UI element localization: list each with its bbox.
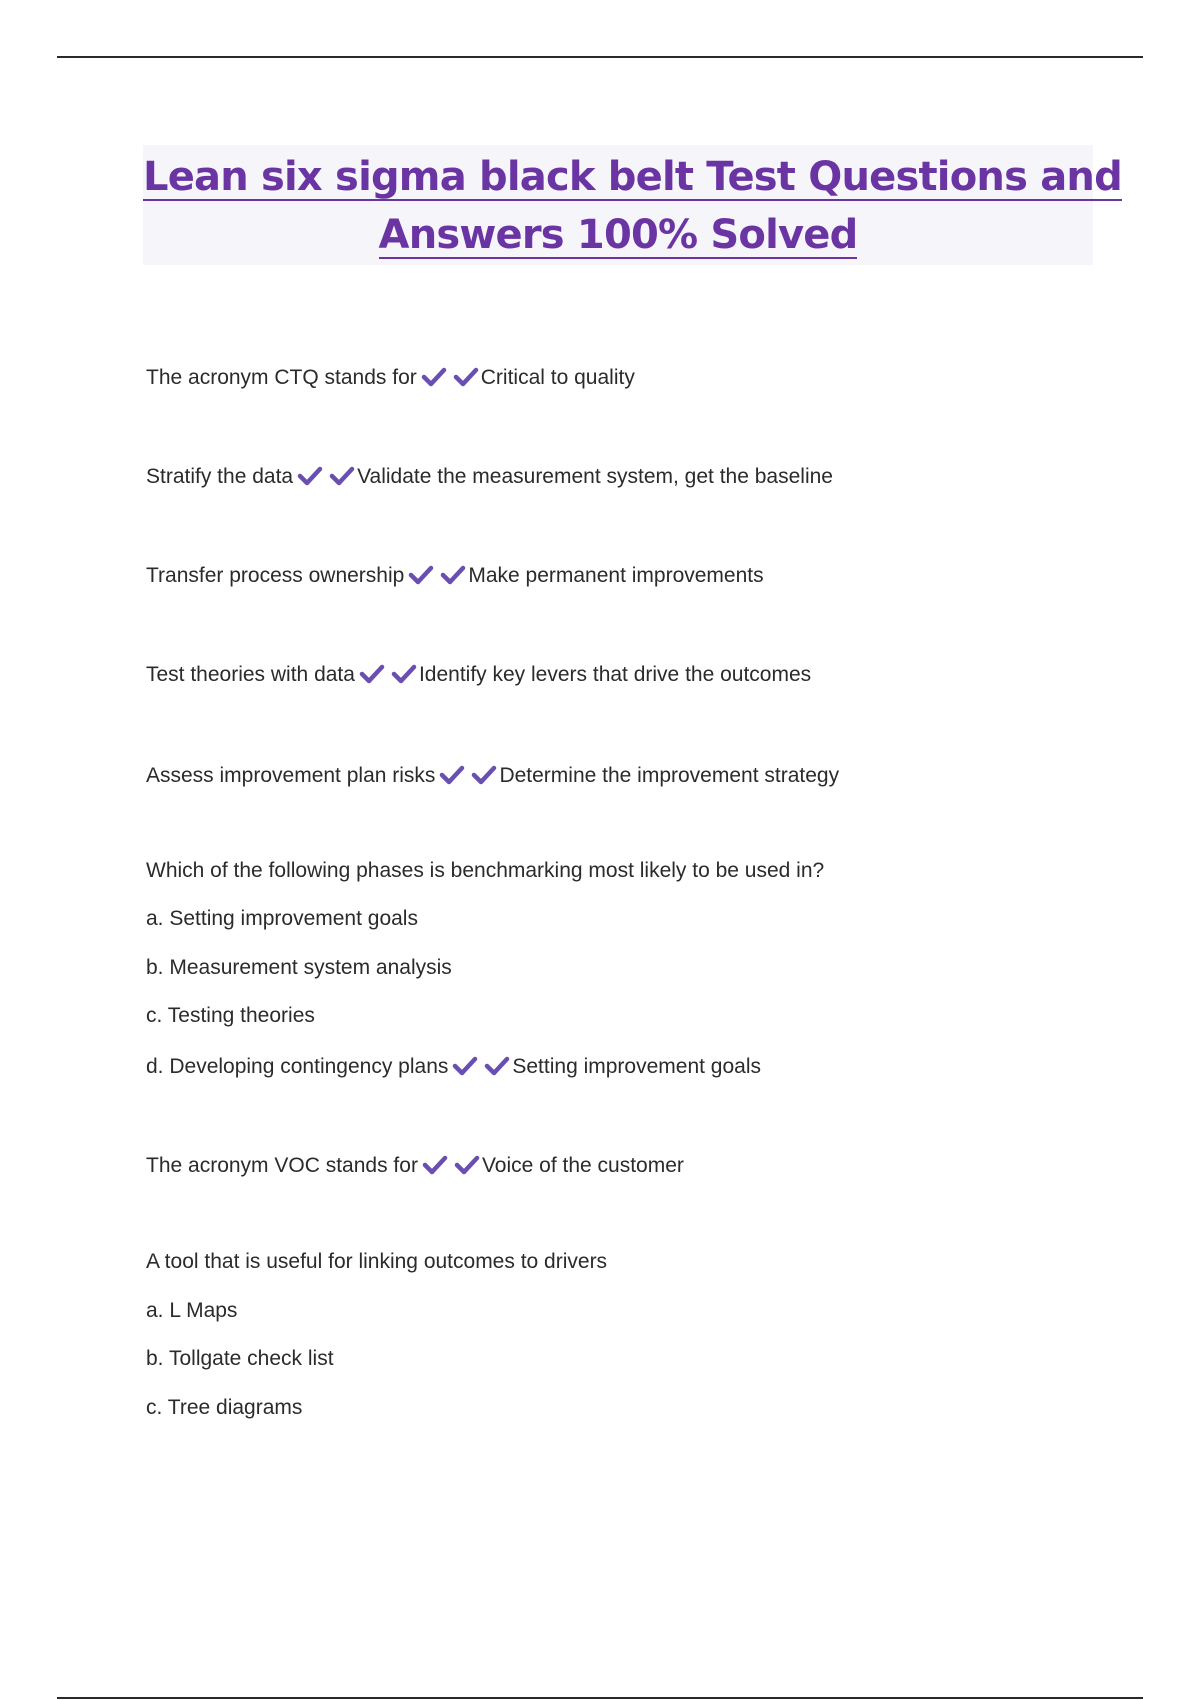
title-line-2: Answers 100% Solved	[378, 212, 858, 258]
qa-item	[146, 563, 764, 589]
check-icon	[454, 1154, 480, 1176]
answer-text: Identify key levers that drive the outcomes	[418, 663, 812, 686]
check-icon	[391, 663, 417, 685]
option-text: a. L Maps	[146, 1299, 238, 1322]
question-text: A tool that is useful for linking outcomes to drivers	[146, 1250, 608, 1273]
check-icon	[440, 564, 466, 586]
question-text: The acronym CTQ stands for	[146, 366, 417, 389]
answer-text: Determine the improvement strategy	[499, 764, 840, 787]
answer-text: Voice of the customer	[481, 1154, 684, 1177]
question-text: Assess improvement plan risks	[146, 764, 436, 787]
check-icon	[453, 366, 479, 388]
title-line-1: Lean six sigma black belt Test Questions and	[143, 154, 1122, 200]
check-icon	[471, 764, 497, 786]
qa-item	[146, 1153, 684, 1179]
option-text: d. Developing contingency plans	[146, 1055, 449, 1078]
option-text: a. Setting improvement goals	[146, 907, 418, 930]
option-text: c. Tree diagrams	[146, 1396, 303, 1419]
check-icon	[439, 764, 465, 786]
question-text: Stratify the data	[146, 465, 294, 488]
check-icon	[421, 366, 447, 388]
check-icon	[408, 564, 434, 586]
qa-item	[146, 365, 635, 391]
bottom-rule	[57, 1697, 1143, 1699]
answer-text: Make permanent improvements	[468, 564, 764, 587]
question-text: The acronym VOC stands for	[146, 1154, 418, 1177]
option-text: b. Measurement system analysis	[146, 956, 452, 979]
check-icon	[422, 1154, 448, 1176]
answer-text: Validate the measurement system, get the baseline	[357, 465, 833, 488]
option-text: c. Testing theories	[146, 1004, 315, 1027]
top-rule	[57, 56, 1143, 58]
question-text: Transfer process ownership	[146, 564, 405, 587]
title-box	[143, 145, 1122, 265]
check-icon	[484, 1055, 510, 1077]
qa-item	[146, 1054, 761, 1080]
check-icon	[329, 465, 355, 487]
option-text: b. Tollgate check list	[146, 1347, 334, 1370]
qa-item	[146, 662, 811, 688]
question-text: Which of the following phases is benchmarking most likely to be used in?	[146, 859, 825, 882]
check-icon	[452, 1055, 478, 1077]
question-text: Test theories with data	[146, 663, 355, 686]
qa-item	[146, 763, 839, 789]
answer-text: Critical to quality	[480, 366, 635, 389]
check-icon	[297, 465, 323, 487]
check-icon	[359, 663, 385, 685]
answer-text: Setting improvement goals	[512, 1055, 762, 1078]
qa-item	[146, 464, 833, 490]
